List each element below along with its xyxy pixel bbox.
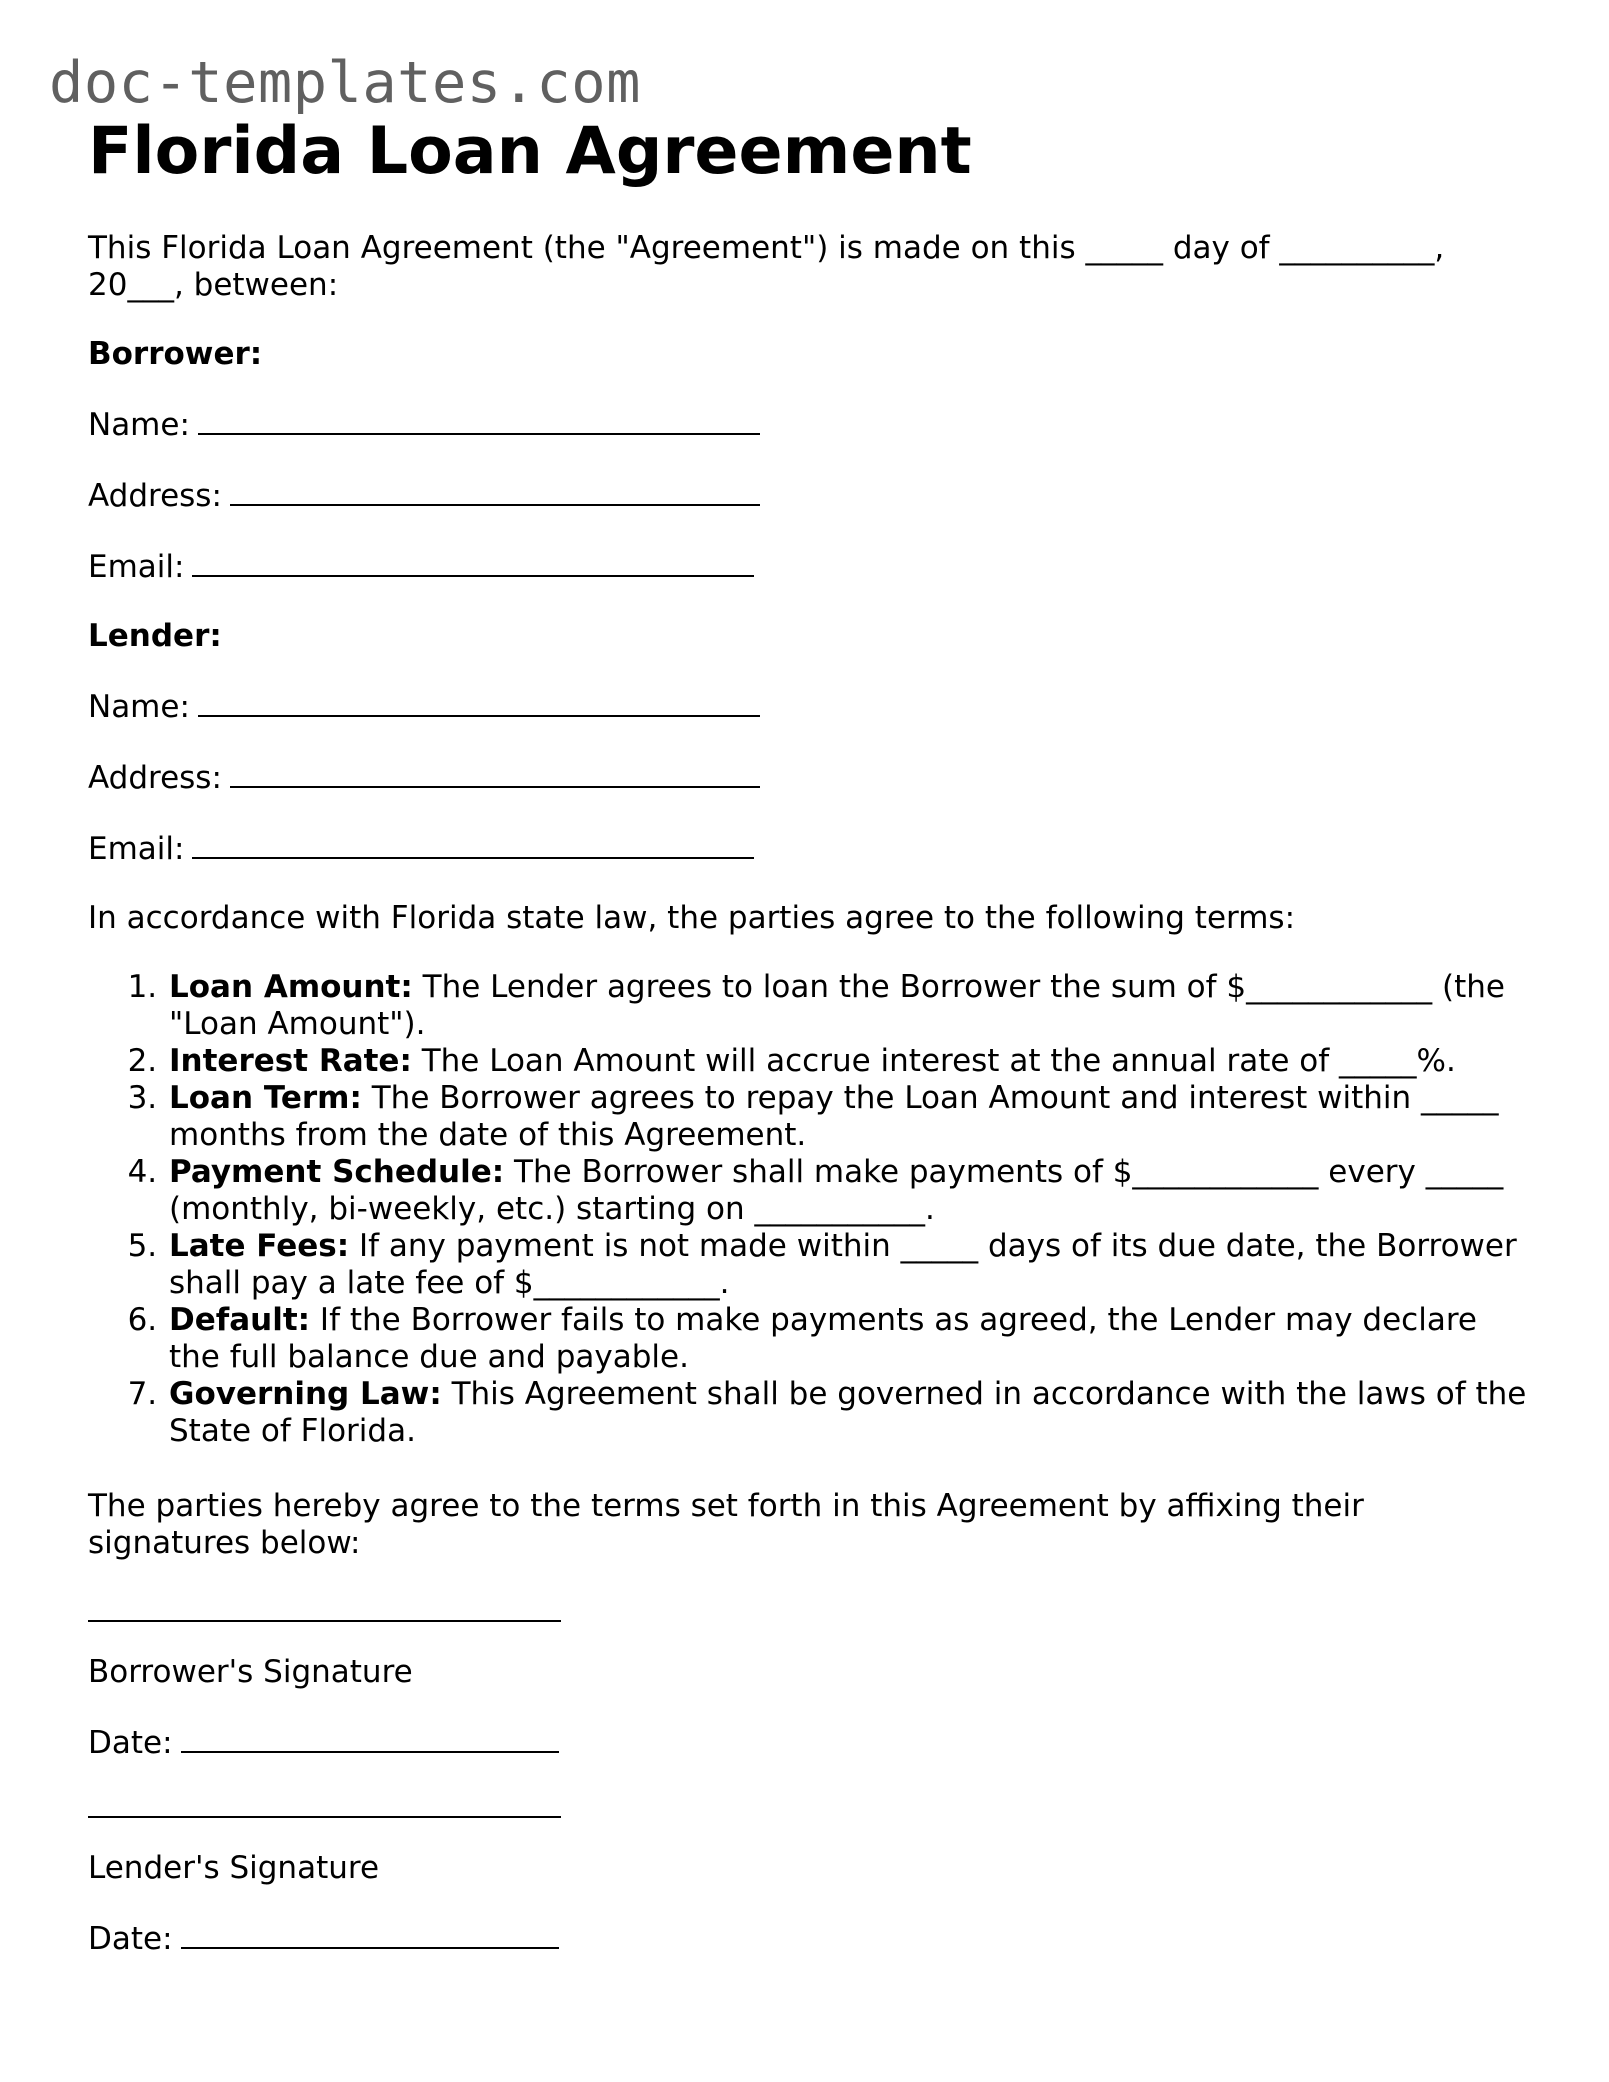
lender-address-label: Address: bbox=[88, 760, 222, 796]
intro-line-1: This Florida Loan Agreement (the "Agreement") is made on this _____ day of __________, bbox=[88, 230, 1445, 266]
term-text: This Agreement shall be governed in accordance with the laws of the State of Florida. bbox=[169, 1376, 1527, 1449]
document-page bbox=[88, 112, 1528, 1958]
term-heading: Late Fees: bbox=[169, 1228, 350, 1264]
term-item bbox=[167, 1080, 1528, 1154]
lender-signature-line[interactable] bbox=[88, 1816, 561, 1818]
term-text: The Lender agrees to loan the Borrower the sum of $____________ (the "Loan Amount"). bbox=[169, 969, 1505, 1042]
term-heading: Default: bbox=[169, 1302, 311, 1338]
borrower-address-label: Address: bbox=[88, 478, 222, 514]
lender-name-blank[interactable] bbox=[198, 687, 760, 717]
term-item bbox=[167, 969, 1528, 1043]
intro-line-2: 20___, between: bbox=[88, 267, 339, 303]
lender-date-blank[interactable] bbox=[181, 1919, 559, 1949]
term-heading: Payment Schedule: bbox=[169, 1154, 505, 1190]
lender-email-blank[interactable] bbox=[192, 829, 754, 859]
term-item bbox=[167, 1302, 1528, 1376]
borrower-email-blank[interactable] bbox=[192, 547, 754, 577]
lender-email-label: Email: bbox=[88, 831, 185, 867]
borrower-address-field[interactable] bbox=[88, 476, 1528, 515]
borrower-email-field[interactable] bbox=[88, 547, 1528, 586]
closing-paragraph bbox=[88, 1488, 1528, 1562]
lender-heading: Lender: bbox=[88, 618, 222, 654]
term-text: The Borrower agrees to repay the Loan Amount and interest within _____ months from the date of this Agreement. bbox=[169, 1080, 1499, 1153]
borrower-signature-line[interactable] bbox=[88, 1620, 561, 1622]
lender-address-field[interactable] bbox=[88, 758, 1528, 797]
terms-list bbox=[88, 969, 1528, 1450]
accordance-statement: In accordance with Florida state law, the parties agree to the following terms: bbox=[88, 900, 1296, 936]
term-heading: Loan Term: bbox=[169, 1080, 362, 1116]
borrower-email-label: Email: bbox=[88, 549, 185, 585]
term-item bbox=[167, 1228, 1528, 1302]
borrower-date-blank[interactable] bbox=[181, 1723, 559, 1753]
intro-paragraph bbox=[88, 230, 1528, 304]
borrower-address-blank[interactable] bbox=[230, 476, 760, 506]
borrower-heading: Borrower: bbox=[88, 336, 263, 372]
watermark: doc-templates.com bbox=[49, 50, 641, 116]
lender-signature-caption: Lender's Signature bbox=[88, 1850, 380, 1886]
borrower-signature-caption: Borrower's Signature bbox=[88, 1654, 413, 1690]
term-item bbox=[167, 1154, 1528, 1228]
borrower-date-label: Date: bbox=[88, 1725, 173, 1761]
term-text: If any payment is not made within _____ days of its due date, the Borrower shall pay a late fee of $____________. bbox=[169, 1228, 1517, 1301]
closing-line-2: signatures below: bbox=[88, 1525, 361, 1561]
lender-name-field[interactable] bbox=[88, 687, 1528, 726]
term-text: If the Borrower fails to make payments as agreed, the Lender may declare the full balance due and payable. bbox=[169, 1302, 1477, 1375]
term-heading: Loan Amount: bbox=[169, 969, 413, 1005]
term-text: The Loan Amount will accrue interest at the annual rate of _____%. bbox=[411, 1043, 1456, 1079]
term-item bbox=[167, 1376, 1528, 1450]
closing-line-1: The parties hereby agree to the terms set forth in this Agreement by affixing their bbox=[88, 1488, 1364, 1524]
term-text: The Borrower shall make payments of $____________ every _____ (monthly, bi-weekly, etc.) starting on ___________. bbox=[169, 1154, 1504, 1227]
term-heading: Interest Rate: bbox=[169, 1043, 412, 1079]
lender-email-field[interactable] bbox=[88, 829, 1528, 868]
lender-date-label: Date: bbox=[88, 1921, 173, 1957]
document-title: Florida Loan Agreement bbox=[88, 114, 972, 189]
borrower-name-field[interactable] bbox=[88, 405, 1528, 444]
term-item bbox=[167, 1043, 1528, 1080]
borrower-name-blank[interactable] bbox=[198, 405, 760, 435]
borrower-name-label: Name: bbox=[88, 407, 190, 443]
lender-date-field[interactable] bbox=[88, 1919, 1528, 1958]
lender-name-label: Name: bbox=[88, 689, 190, 725]
borrower-date-field[interactable] bbox=[88, 1723, 1528, 1762]
lender-address-blank[interactable] bbox=[230, 758, 760, 788]
term-heading: Governing Law: bbox=[169, 1376, 442, 1412]
